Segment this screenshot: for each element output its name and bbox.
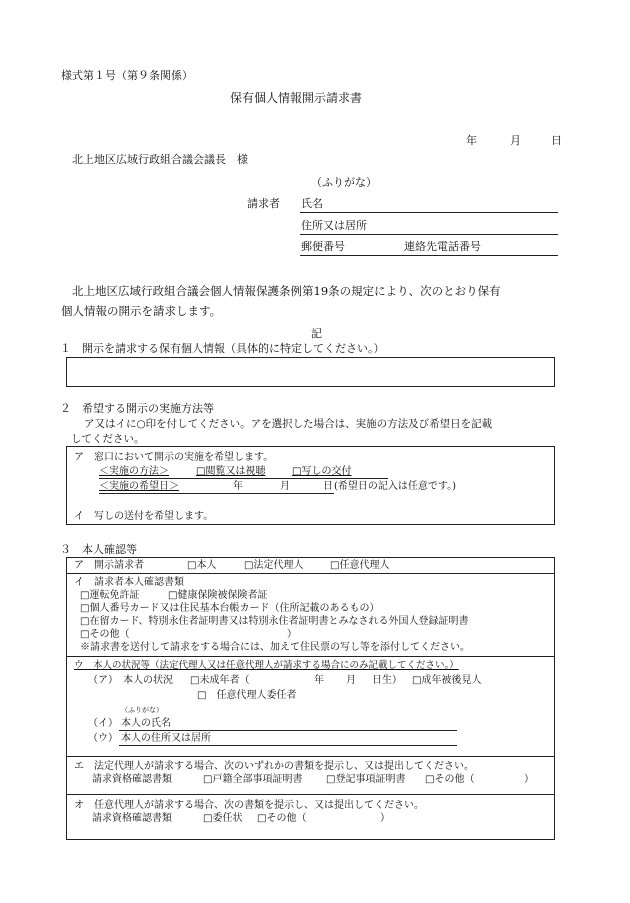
section1-title: １ 開示を請求する保有個人情報（具体的に特定してください。） — [60, 342, 385, 355]
id-doc-mynumber[interactable]: □個人番号カード又は住民基本台帳カード（住所記載のあるもの） — [80, 603, 380, 614]
principal-address-label[interactable]: 本人の住所又は居所 — [121, 733, 211, 744]
principal-status-delegator[interactable]: □ 任意代理人委任者 — [197, 690, 297, 701]
legal-doc-family-register[interactable]: □戸籍全部事項証明書 — [203, 774, 303, 785]
section3-title: ３ 本人確認等 — [60, 543, 137, 556]
requester-type-voluntary[interactable]: □任意代理人 — [330, 560, 390, 571]
ki-label: 記 — [311, 327, 322, 340]
principal-name-marker: （イ） — [88, 718, 118, 729]
requester-postal-line — [300, 255, 558, 256]
section3-divider-3 — [66, 756, 555, 757]
preferred-date-underline — [99, 493, 334, 494]
requester-postal-label[interactable]: 郵便番号 — [301, 240, 345, 253]
principal-address-marker: （ウ） — [88, 733, 118, 744]
method-underline — [99, 478, 388, 479]
principal-status-title: ウ 本人の状況等（法定代理人又は任意代理人が請求する場合にのみ記載してください。） — [74, 660, 459, 671]
section3-divider-1 — [66, 573, 555, 574]
voluntary-doc-other-close: ） — [380, 813, 390, 824]
date-year-label: 年 — [466, 134, 477, 147]
section2-title: ２ 希望する開示の実施方法等 — [60, 402, 214, 415]
principal-birth-year[interactable]: 年 — [314, 675, 324, 686]
page-title: 保有個人情報開示請求書 — [230, 91, 363, 105]
preferred-date-day[interactable]: 日 — [323, 481, 333, 492]
legal-docs-label: 請求資格確認書類 — [92, 774, 172, 785]
voluntary-docs-instruction: オ 任意代理人が請求する場合、次の書類を提示し、又は提出してください。 — [74, 800, 424, 811]
preferred-date-note: (希望日の記入は任意です。) — [334, 481, 457, 492]
id-doc-license[interactable]: □運転免許証 — [80, 590, 140, 601]
id-doc-other[interactable]: □その他（ — [80, 629, 130, 640]
principal-name-line — [119, 730, 457, 731]
requester-type-label: ア 開示請求者 — [74, 560, 144, 571]
requester-type-self[interactable]: □本人 — [187, 560, 217, 571]
principal-status-ward[interactable]: □成年被後見人 — [412, 675, 482, 686]
legal-doc-other-close: ） — [524, 774, 534, 785]
section2-option-i[interactable]: イ 写しの送付を希望します。 — [74, 511, 214, 522]
requester-address-label[interactable]: 住所又は居所 — [301, 219, 367, 232]
id-docs-title: イ 請求者本人確認書類 — [74, 577, 184, 588]
voluntary-doc-power-of-attorney[interactable]: □委任状 — [203, 813, 243, 824]
method-label: ＜実施の方法＞ — [99, 466, 169, 477]
section3-divider-4 — [66, 794, 555, 795]
intro-line-1: 北上地区広域行政組合議会個人情報保護条例第19条の規定により、次のとおり保有 — [72, 284, 501, 298]
principal-birth-day[interactable]: 日生） — [372, 675, 402, 686]
id-docs-note: ※請求書を送付して請求をする場合には、加えて住民票の写し等を添付してください。 — [80, 642, 470, 653]
section2-option-a[interactable]: ア 窓口において開示の実施を希望します。 — [74, 452, 274, 463]
legal-doc-other[interactable]: □その他（ — [425, 774, 475, 785]
date-day-label: 日 — [551, 134, 562, 147]
requester-furigana: （ふりがな） — [311, 176, 377, 189]
requester-phone-label[interactable]: 連絡先電話番号 — [404, 240, 481, 253]
section3-divider-2 — [66, 656, 555, 657]
principal-status-minor[interactable]: □未成年者（ — [190, 675, 250, 686]
id-doc-other-close: ） — [287, 629, 297, 640]
intro-line-2: 個人情報の開示を請求します。 — [61, 304, 222, 318]
preferred-date-label: ＜実施の希望日＞ — [99, 481, 179, 492]
principal-address-line — [119, 745, 457, 746]
requester-name-label[interactable]: 氏名 — [301, 197, 323, 210]
principal-furigana: （ふりがな） — [121, 706, 163, 714]
addressee: 北上地区広域行政組合議会議長 様 — [72, 153, 248, 166]
requester-address-line — [300, 234, 558, 235]
method-option-copy[interactable]: □写しの交付 — [292, 466, 352, 477]
requester-name-line — [300, 212, 558, 213]
date-month-label: 月 — [510, 134, 521, 147]
section2-note-line2: してください。 — [71, 433, 145, 445]
principal-name-label[interactable]: 本人の氏名 — [121, 718, 171, 729]
id-doc-residence[interactable]: □在留カード、特別永住者証明書又は特別永住者証明書とみなされる外国人登録証明書 — [80, 616, 469, 627]
form-number: 様式第１号（第９条関係） — [61, 69, 193, 82]
voluntary-doc-other[interactable]: □その他（ — [257, 813, 307, 824]
section1-input-box[interactable] — [66, 357, 555, 387]
section2-note-line1: ア又はイに○印を付してください。アを選択した場合は、実施の方法及び希望日を記載 — [84, 418, 493, 430]
legal-docs-instruction: エ 法定代理人が請求する場合、次のいずれかの書類を提示し、又は提出してください。 — [74, 761, 474, 772]
legal-doc-registry[interactable]: □登記事項証明書 — [326, 774, 406, 785]
preferred-date-month[interactable]: 月 — [280, 481, 290, 492]
id-doc-insurance[interactable]: □健康保険被保険者証 — [168, 590, 268, 601]
preferred-date-year[interactable]: 年 — [233, 481, 243, 492]
requester-type-legal[interactable]: □法定代理人 — [244, 560, 304, 571]
principal-status-label: （ア） 本人の状況 — [88, 675, 173, 686]
principal-birth-month[interactable]: 月 — [346, 675, 356, 686]
method-option-view[interactable]: □閲覧又は視聴 — [196, 466, 266, 477]
voluntary-docs-label: 請求資格確認書類 — [92, 813, 172, 824]
requester-label: 請求者 — [247, 197, 280, 210]
